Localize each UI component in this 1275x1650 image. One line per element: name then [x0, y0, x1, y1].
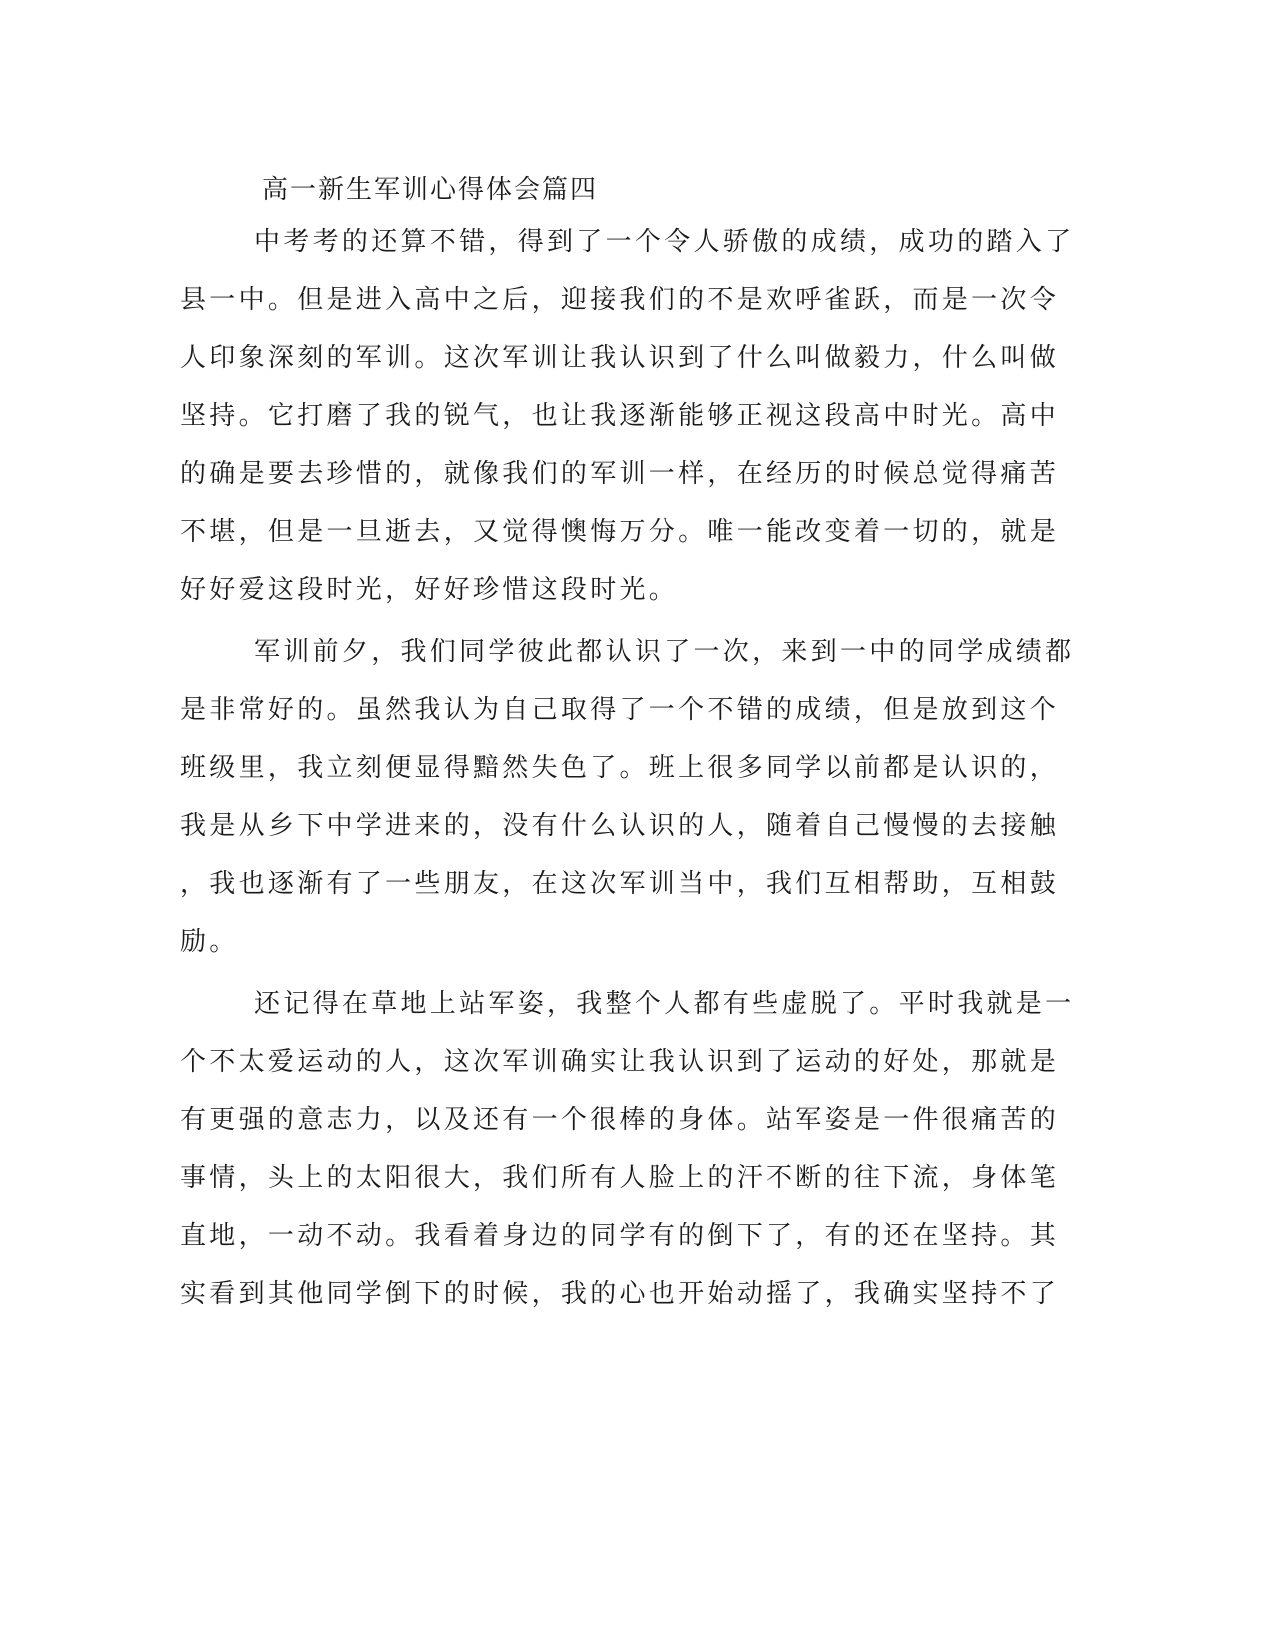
document-title: 高一新生军训心得体会篇四 — [262, 175, 599, 205]
paragraph-1-line-5: 的确是要去珍惜的，就像我们的军训一样，在经历的时候总觉得痛苦 — [180, 459, 1060, 489]
paragraph-2-line-4: 我是从乡下中学进来的，没有什么认识的人，随着自己慢慢的去接触 — [180, 811, 1060, 841]
paragraph-2-line-1: 军训前夕，我们同学彼此都认识了一次，来到一中的同学成绩都 — [254, 637, 1075, 667]
paragraph-3-line-4: 事情，头上的太阳很大，我们所有人脸上的汗不断的往下流，身体笔 — [180, 1163, 1060, 1193]
paragraph-3-line-3: 有更强的意志力，以及还有一个很棒的身体。站军姿是一件很痛苦的 — [180, 1105, 1060, 1135]
paragraph-2-line-5: ，我也逐渐有了一些朋友，在这次军训当中，我们互相帮助，互相鼓 — [180, 869, 1060, 899]
paragraph-1-line-2: 县一中。但是进入高中之后，迎接我们的不是欢呼雀跃，而是一次令 — [180, 285, 1060, 315]
paragraph-2-line-3: 班级里，我立刻便显得黯然失色了。班上很多同学以前都是认识的， — [180, 753, 1060, 783]
paragraph-1-line-7: 好好爱这段时光，好好珍惜这段时光。 — [180, 575, 679, 605]
paragraph-1-line-4: 坚持。它打磨了我的锐气，也让我逐渐能够正视这段高中时光。高中 — [180, 401, 1060, 431]
paragraph-2-line-6: 励。 — [180, 927, 239, 957]
paragraph-1-line-6: 不堪，但是一旦逝去，又觉得懊悔万分。唯一能改变着一切的，就是 — [180, 517, 1060, 547]
paragraph-1-line-3: 人印象深刻的军训。这次军训让我认识到了什么叫做毅力，什么叫做 — [180, 343, 1060, 373]
paragraph-3-line-2: 个不太爱运动的人，这次军训确实让我认识到了运动的好处，那就是 — [180, 1047, 1060, 1077]
paragraph-1-line-1: 中考考的还算不错，得到了一个令人骄傲的成绩，成功的踏入了 — [254, 227, 1075, 257]
paragraph-3-line-1: 还记得在草地上站军姿，我整个人都有些虚脱了。平时我就是一 — [254, 989, 1075, 1019]
paragraph-2-line-2: 是非常好的。虽然我认为自己取得了一个不错的成绩，但是放到这个 — [180, 695, 1060, 725]
paragraph-3-line-6: 实看到其他同学倒下的时候，我的心也开始动摇了，我确实坚持不了 — [180, 1279, 1060, 1309]
paragraph-3-line-5: 直地，一动不动。我看着身边的同学有的倒下了，有的还在坚持。其 — [180, 1221, 1060, 1251]
